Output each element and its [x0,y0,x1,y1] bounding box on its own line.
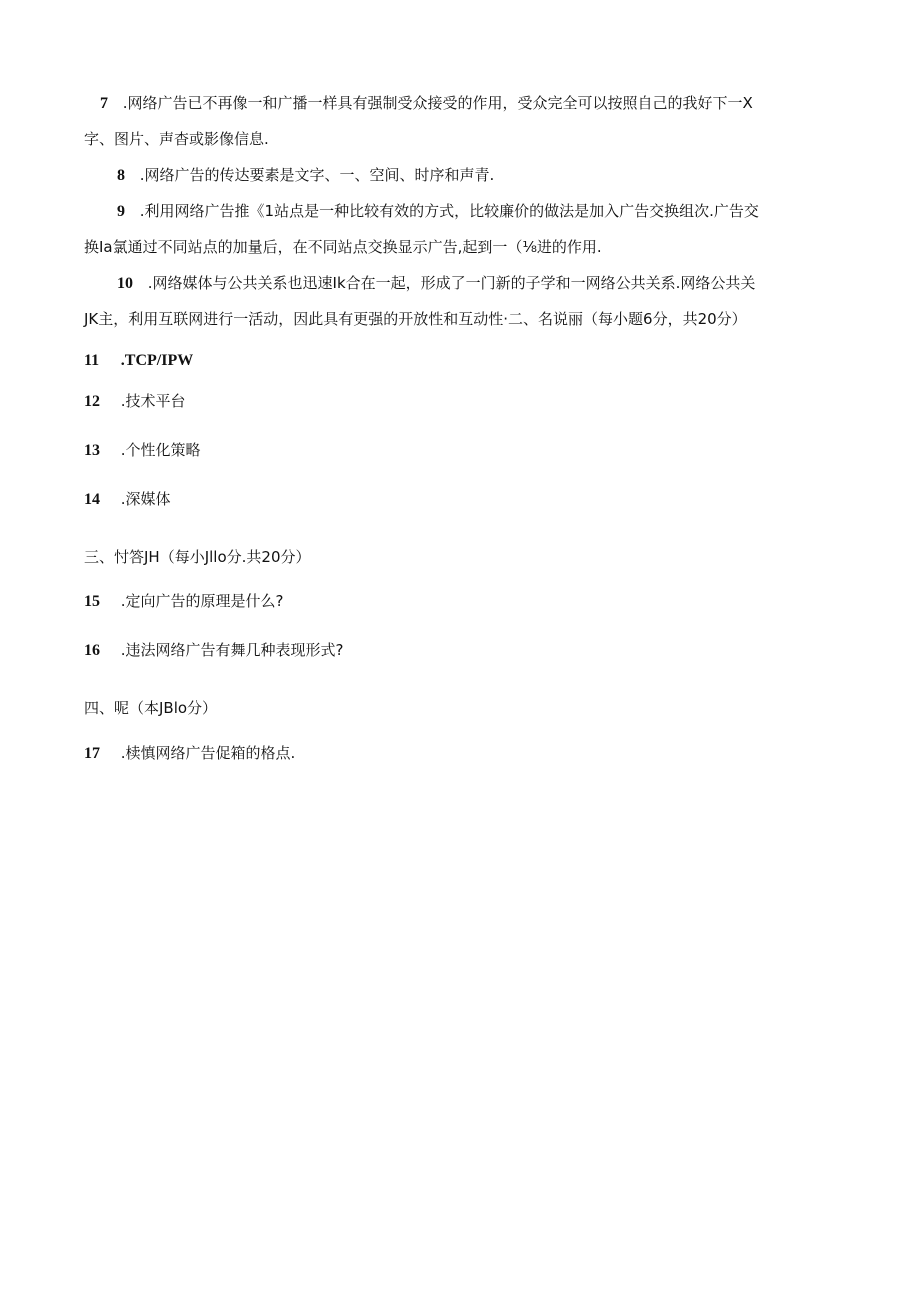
question-17 [84,743,295,764]
item-number: 10 [117,275,133,292]
question-12 [84,391,186,412]
question-text: .个性化策略 [120,441,201,459]
section-4-heading [84,698,217,718]
paragraph-9-line-2 [84,237,602,257]
question-15 [84,591,284,612]
question-14 [84,489,171,510]
question-text: .违法网络广告有舞几种表现形式? [120,641,344,659]
item-number: 11 [84,352,100,369]
question-text: .深媒体 [120,490,171,508]
question-11 [84,350,193,371]
paragraph-text: .网络媒体与公共关系也迅速Ik合在一起，形成了一门新的子学和一网络公共关系.网络公共关 [147,274,756,292]
question-text: .TCP/IPW [120,352,194,369]
question-text: .定向广告的原理是什么? [120,592,284,610]
paragraph-text: .网络广告的传达要素是文字、一、空间、时序和声青. [139,166,495,184]
item-number: 9 [117,203,125,220]
question-text: .椟慎网络广告促箱的格点. [120,744,296,762]
paragraph-7-line-1 [100,93,753,114]
paragraph-text: 换Ia氯通过不同站点的加量后，在不同站点交换显示广告,起到一（⅛进的作用. [84,238,602,256]
section-title: 四、呢（本JBlo分） [84,699,218,717]
item-number: 12 [84,393,100,410]
paragraph-9-line-1 [117,201,759,222]
item-number: 16 [84,642,100,659]
item-number: 15 [84,593,100,610]
question-16 [84,640,344,661]
paragraph-text: .网络广告已不再像一和广播一样具有强制受众接受的作用，受众完全可以按照自己的我好下一X [122,94,753,112]
item-number: 8 [117,167,125,184]
item-number: 14 [84,491,100,508]
paragraph-10-line-2 [84,309,747,329]
paragraph-7-line-2 [84,129,269,149]
paragraph-text: JK主，利用互联网进行一活动，因此具有更强的开放性和互动性·二、名说丽（每小题6分，共20分） [84,310,747,328]
item-number: 7 [100,95,108,112]
question-13 [84,440,201,461]
paragraph-text: .利用网络广告推《1站点是一种比较有效的方式，比较廉价的做法是加入广告交换组次.广告交 [139,202,759,220]
item-number: 13 [84,442,100,459]
paragraph-text: 字、图片、声杳或影像信息. [84,130,269,148]
section-3-heading [84,547,311,567]
section-title: 三、忖答JH（每小Jllo分.共20分） [84,548,311,566]
item-number: 17 [84,745,100,762]
question-text: .技术平台 [120,392,186,410]
paragraph-10-line-1 [117,273,755,294]
paragraph-8-line-1 [117,165,494,186]
